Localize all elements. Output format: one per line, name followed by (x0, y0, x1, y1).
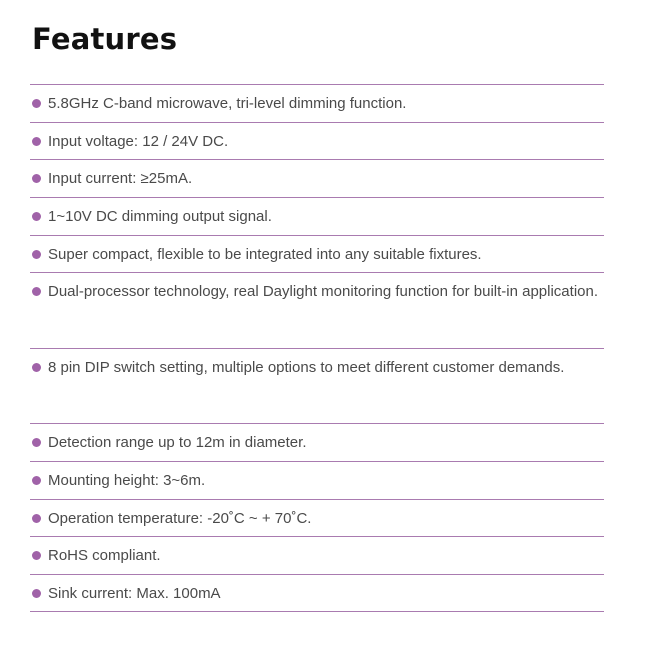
bullet-dot-icon (32, 212, 41, 221)
list-item (30, 122, 604, 160)
list-item (30, 235, 604, 273)
bullet-dot-icon (32, 551, 41, 560)
page-title: Features (32, 22, 178, 56)
list-item (30, 574, 604, 612)
bullet-dot-icon (32, 250, 41, 259)
features-list (30, 84, 604, 612)
list-item (30, 536, 604, 574)
list-item (30, 197, 604, 235)
list-item (30, 159, 604, 197)
feature-text: Dual-processor technology, real Daylight monitoring function for built-in application. (48, 283, 599, 301)
list-item (30, 499, 604, 537)
list-item (30, 461, 604, 499)
feature-text: RoHS compliant. (48, 547, 161, 565)
bullet-dot-icon (32, 174, 41, 183)
bullet-dot-icon (32, 589, 41, 598)
feature-text: Mounting height: 3~6m. (48, 471, 206, 489)
feature-text: Sink current: Max. 100mA (48, 584, 221, 602)
feature-text: Input current: ≥25mA. (48, 170, 193, 188)
feature-text: Input voltage: 12 / 24V DC. (48, 132, 229, 150)
feature-text: 5.8GHz C-band microwave, tri-level dimming function. (48, 95, 407, 112)
list-item (30, 348, 604, 423)
bullet-dot-icon (32, 99, 41, 108)
bullet-dot-icon (32, 476, 41, 485)
feature-text: Operation temperature: -20˚C ~ + 70˚C. (48, 509, 312, 527)
bullet-dot-icon (32, 287, 41, 296)
feature-text: 8 pin DIP switch setting, multiple options to meet different customer demands. (48, 358, 565, 376)
bullet-dot-icon (32, 514, 41, 523)
list-item (30, 84, 604, 122)
list-item (30, 423, 604, 461)
feature-text: 1~10V DC dimming output signal. (48, 208, 272, 226)
bullet-dot-icon (32, 363, 41, 372)
feature-text: Detection range up to 12m in diameter. (48, 434, 307, 452)
list-item (30, 272, 604, 347)
bullet-dot-icon (32, 137, 41, 146)
feature-text: Super compact, flexible to be integrated into any suitable fixtures. (48, 245, 482, 263)
bullet-dot-icon (32, 438, 41, 447)
